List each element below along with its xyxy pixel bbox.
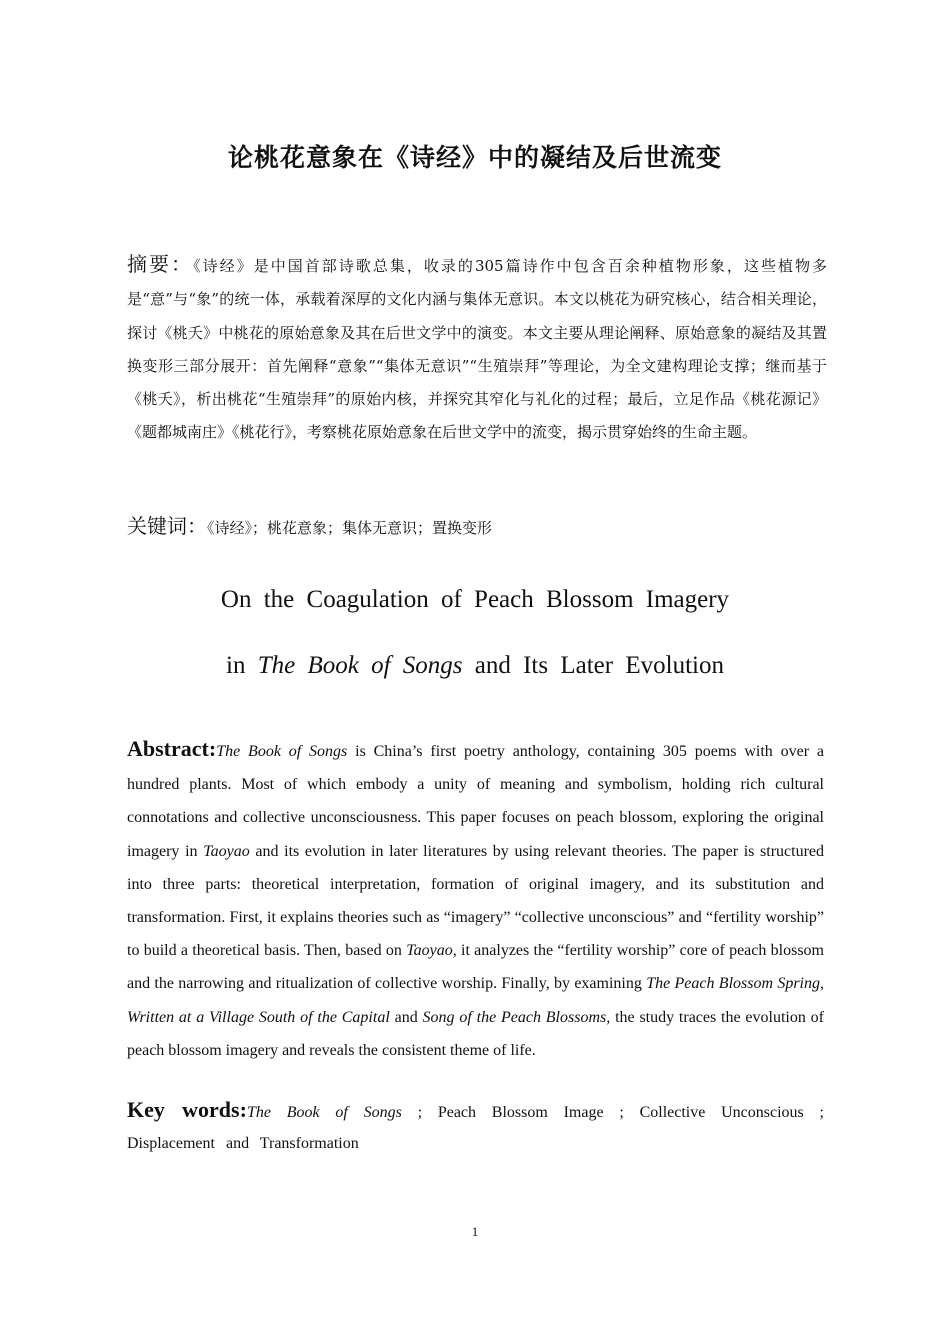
abstract-text-2: and its evolution in later literatures by using relevant theories. The paper is structured into three parts: theoretical interpretation, formation of original imagery, and its substitution and transformation. First, it explains theories such as “imagery” “collective unconscious” and “fertility worship” to build a theoretical basis. Then, based on [127, 842, 824, 960]
english-title-line-2 [0, 652, 950, 680]
english-title-suffix: and Its Later Evolution [462, 652, 724, 679]
keywords-italic: The Book of Songs [246, 1104, 402, 1121]
chinese-abstract-label: 摘要： [127, 252, 194, 276]
chinese-title: 论桃花意象在《诗经》中的凝结及后世流变 [227, 143, 722, 172]
english-abstract [127, 732, 824, 1067]
english-title-line-1: On the Coagulation of Peach Blossom Imagery [220, 586, 730, 613]
chinese-keywords [127, 510, 827, 545]
chinese-keywords-label: 关键词： [127, 514, 207, 538]
keywords-text: ; Peach Blossom Image ; Collective Unconscious ; Displacement and Transformation [127, 1104, 825, 1152]
abstract-italic-6: Song of the Peach Blossoms, [422, 1008, 611, 1026]
abstract-italic-2: Taoyao [203, 842, 250, 860]
abstract-italic-1: The Book of Songs [216, 743, 348, 760]
abstract-text-6: the study traces the evolution of peach blossom imagery and reveals the consistent theme of life. [127, 1008, 825, 1059]
english-abstract-label: Abstract: [127, 736, 217, 761]
english-keywords [127, 1094, 824, 1159]
abstract-italic-3: Taoyao, [406, 942, 457, 960]
abstract-italic-5: Written at a Village South of the Capital [127, 1008, 390, 1026]
english-title-italic: The Book of Songs [257, 652, 463, 679]
chinese-keywords-text: 《诗经》；桃花意象；集体无意识；置换变形 [207, 519, 493, 537]
english-keywords-label: Key words: [127, 1097, 247, 1122]
chinese-abstract [127, 248, 827, 450]
abstract-italic-4: The Peach Blossom Spring, [646, 975, 825, 993]
abstract-text-5: and [389, 1008, 423, 1026]
abstract-text-3: it analyzes the “fertility worship” core of peach blossom and the narrowing and ritualization of collective worship. Finally, by examining [127, 942, 825, 993]
abstract-text-1: is China’s first poetry anthology, containing 305 poems with over a hundred plants. Most of which embody a unity of meaning and symbolism, holding rich cultural connotations and collective unconsciousness. This paper focuses on peach blossom, exploring the original imagery in [127, 743, 825, 860]
english-title-prefix: in [226, 652, 258, 679]
chinese-abstract-text: 《诗经》是中国首部诗歌总集，收录的305篇诗作中包含百余种植物形象，这些植物多是“意”与“象”的统一体，承载着深厚的文化内涵与集体无意识。本文以桃花为研究核心，结合相关理论，探讨《桃夭》中桃花的原始意象及其在后世文学中的演变。本文主要从理论阐释、原始意象的凝结及其置换变形三部分展开：首先阐释“意象”“集体无意识”“生殖崇拜”等理论，为全文建构理论支撑；继而基于《桃夭》，析出桃花“生殖崇拜”的原始内核，并探究其窄化与礼化的过程；最后，立足作品《桃花源记》《题都城南庄》《桃花行》，考察桃花原始意象在后世文学中的流变，揭示贯穿始终的生命主题。 [127, 257, 828, 442]
page-number: 1 [471, 1224, 479, 1239]
